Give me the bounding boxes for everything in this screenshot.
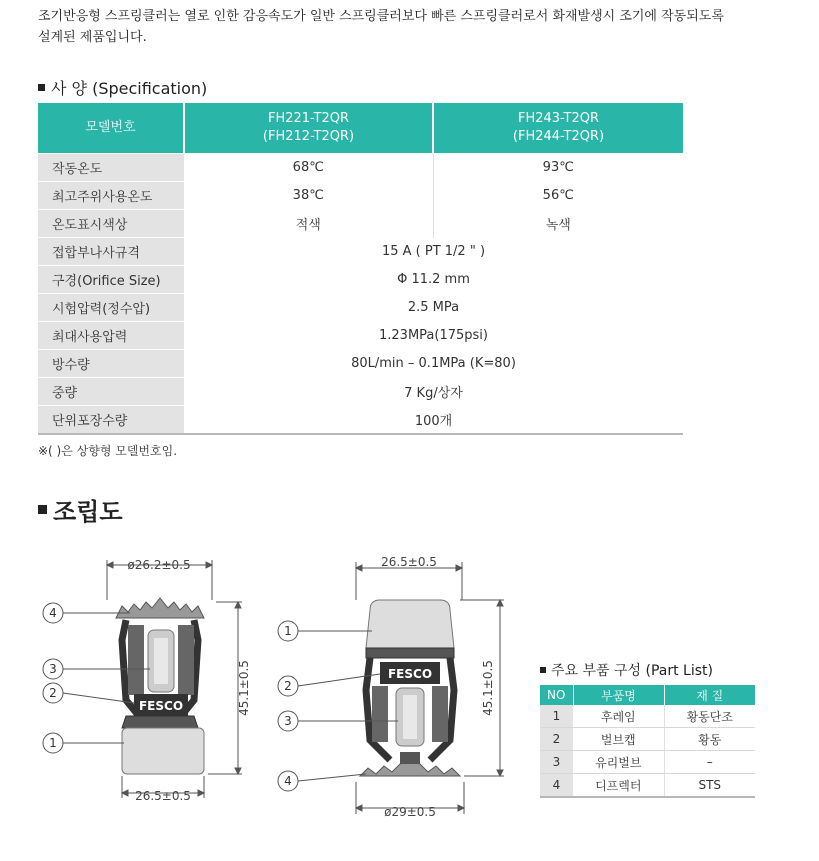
spec-row-label: 단위포장수량 <box>38 406 184 435</box>
spec-header-col2-model: FH243-T2QR <box>517 111 600 126</box>
upright-sprinkler-drawing <box>278 555 504 819</box>
svg-text:4: 4 <box>284 774 292 788</box>
svg-text:2: 2 <box>49 686 57 700</box>
spec-row-label: 작동온도 <box>38 154 184 182</box>
parts-row-material: 황동단조 <box>664 705 755 728</box>
parts-title <box>540 660 713 680</box>
callout <box>43 683 134 703</box>
spec-header-col1-alt: (FH212-T2QR) <box>262 129 355 144</box>
parts-row-no: 1 <box>540 705 573 728</box>
spec-header-col2 <box>433 103 683 154</box>
square-bullet-icon <box>38 84 45 91</box>
spec-table <box>38 103 683 435</box>
spec-title <box>38 76 207 99</box>
svg-text:1: 1 <box>284 624 292 638</box>
spec-row-value: 2.5 MPa <box>184 294 683 322</box>
spec-title-text: 사 양 (Specification) <box>51 79 208 98</box>
right-height-dimension: 45.1±0.5 <box>481 660 495 716</box>
spec-row-label: 최고주위사용온도 <box>38 182 184 210</box>
spec-row-value: 15 A ( PT 1/2 " ) <box>184 238 683 266</box>
right-top-dimension: 26.5±0.5 <box>381 555 437 569</box>
spec-row-value-1: 68℃ <box>184 154 433 182</box>
spec-row-label: 중량 <box>38 378 184 406</box>
spec-row <box>38 182 683 210</box>
parts-row-no: 4 <box>540 774 573 798</box>
spec-row <box>38 378 683 406</box>
parts-row <box>540 728 755 751</box>
svg-text:3: 3 <box>49 662 57 676</box>
callout <box>43 603 130 623</box>
spec-header-col1 <box>184 103 433 154</box>
spec-row-value: Φ 11.2 mm <box>184 266 683 294</box>
spec-row <box>38 406 683 435</box>
spec-row-value: 100개 <box>184 406 683 435</box>
parts-row <box>540 774 755 798</box>
spec-row <box>38 238 683 266</box>
spec-row-value-2: 93℃ <box>433 154 683 182</box>
callout <box>278 771 366 791</box>
parts-row <box>540 705 755 728</box>
svg-text:3: 3 <box>284 714 292 728</box>
parts-row <box>540 751 755 774</box>
parts-row-material: 황동 <box>664 728 755 751</box>
parts-header-row <box>540 685 755 705</box>
spec-row-label: 방수량 <box>38 350 184 378</box>
svg-text:2: 2 <box>284 679 292 693</box>
parts-row-name: 디프렉터 <box>573 774 664 798</box>
callout <box>278 621 372 641</box>
spec-header-col1-model: FH221-T2QR <box>267 111 350 126</box>
parts-row-no: 2 <box>540 728 573 751</box>
spec-row-value-2: 녹색 <box>433 210 683 238</box>
parts-header-name: 부품명 <box>573 685 664 705</box>
intro-text <box>38 6 798 48</box>
spec-note: ※( )은 상향형 모델번호임. <box>38 444 178 458</box>
parts-row-material: – <box>664 751 755 774</box>
parts-header-no: NO <box>540 685 573 705</box>
spec-row-label: 온도표시색상 <box>38 210 184 238</box>
spec-row-value-2: 56℃ <box>433 182 683 210</box>
spec-row <box>38 294 683 322</box>
spec-row <box>38 350 683 378</box>
left-logo-text: FESCO <box>138 699 184 713</box>
intro-line-2: 설계된 제품입니다. <box>38 30 147 45</box>
pendent-sprinkler-drawing <box>43 558 251 803</box>
spec-row-label: 시험압력(정수압) <box>38 294 184 322</box>
spec-row-label: 최대사용압력 <box>38 322 184 350</box>
spec-row <box>38 210 683 238</box>
right-logo-text: FESCO <box>387 667 433 681</box>
parts-row-material: STS <box>664 774 755 798</box>
spec-row-value: 1.23MPa(175psi) <box>184 322 683 350</box>
left-top-dimension: ø26.2±0.5 <box>127 558 191 572</box>
spec-row <box>38 154 683 182</box>
spec-row-value: 80L/min – 0.1MPa (K=80) <box>184 350 683 378</box>
parts-row-no: 3 <box>540 751 573 774</box>
spec-row-value-1: 적색 <box>184 210 433 238</box>
parts-header-material: 재 질 <box>664 685 755 705</box>
spec-row-label: 접합부나사규격 <box>38 238 184 266</box>
parts-row-name: 후레임 <box>573 705 664 728</box>
assembly-title <box>38 492 123 527</box>
spec-row-value-1: 38℃ <box>184 182 433 210</box>
svg-text:4: 4 <box>49 606 57 620</box>
callout <box>43 733 124 753</box>
parts-row-name: 벌브캡 <box>573 728 664 751</box>
parts-row-name: 유리벌브 <box>573 751 664 774</box>
spec-row <box>38 266 683 294</box>
spec-row <box>38 322 683 350</box>
spec-header-label: 모델번호 <box>38 103 184 154</box>
right-bottom-dimension: ø29±0.5 <box>384 805 436 819</box>
parts-title-text: 주요 부품 구성 (Part List) <box>551 663 713 679</box>
left-height-dimension: 45.1±0.5 <box>237 660 251 716</box>
spec-header-col2-alt: (FH244-T2QR) <box>512 129 605 144</box>
left-bottom-dimension: 26.5±0.5 <box>135 789 191 803</box>
square-bullet-icon <box>540 667 546 673</box>
svg-text:1: 1 <box>49 736 57 750</box>
intro-line-1: 조기반응형 스프링클러는 열로 인한 감응속도가 일반 스프링클러보다 빠른 스프링클러로서 화재발생시 조기에 작동되도록 <box>38 9 724 24</box>
spec-header-row <box>38 103 683 154</box>
square-bullet-icon <box>38 505 47 514</box>
spec-row-label: 구경(Orifice Size) <box>38 266 184 294</box>
assembly-drawing <box>30 540 520 840</box>
spec-row-value: 7 Kg/상자 <box>184 378 683 406</box>
assembly-title-text: 조립도 <box>53 498 123 526</box>
parts-table <box>540 685 755 798</box>
